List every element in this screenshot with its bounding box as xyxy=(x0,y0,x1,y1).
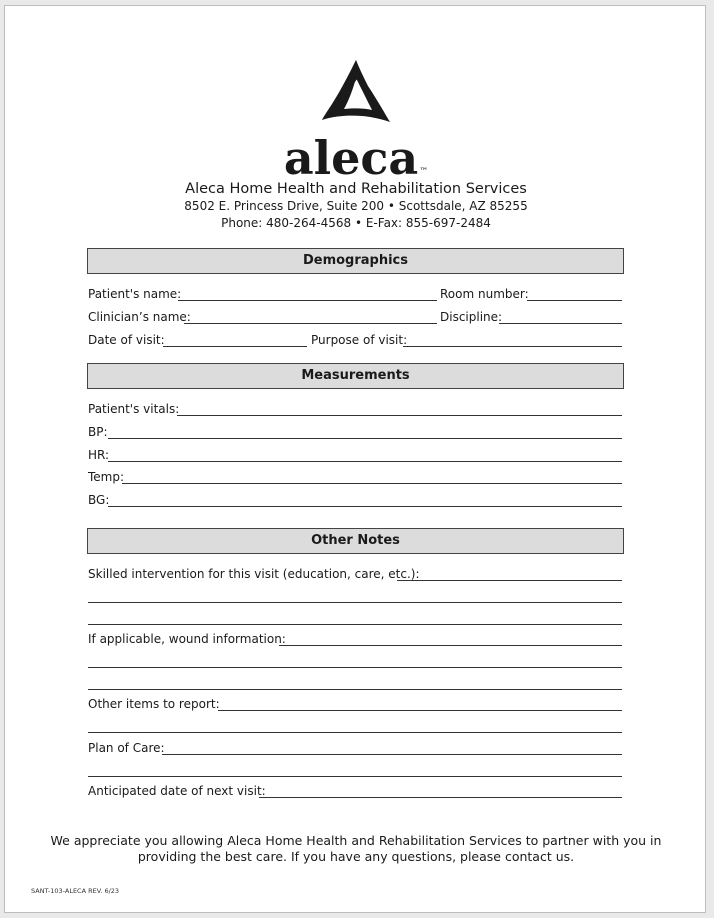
date-of-visit-label: Date of visit: xyxy=(88,333,165,347)
patient-name-field[interactable] xyxy=(178,300,437,301)
footer-line-1: We appreciate you allowing Aleca Home Health and Rehabilitation Services to partner with you in xyxy=(50,833,662,848)
bp-label: BP: xyxy=(88,425,108,439)
bg-field[interactable] xyxy=(108,506,622,507)
plan-of-care-label: Plan of Care: xyxy=(88,741,165,755)
other-items-label: Other items to report: xyxy=(88,697,220,711)
other-items-field-line-2[interactable] xyxy=(88,732,622,733)
temp-field[interactable] xyxy=(122,483,622,484)
skilled-intervention-field[interactable] xyxy=(397,580,622,581)
vitals-field[interactable] xyxy=(177,415,622,416)
room-number-field[interactable] xyxy=(527,300,622,301)
triangle-swirl-logo-icon xyxy=(320,58,392,124)
trademark-symbol: ™ xyxy=(419,167,429,177)
vitals-label: Patient's vitals: xyxy=(88,402,180,416)
contact-line: Phone: 480-264-4568 • E-Fax: 855-697-2484 xyxy=(221,216,491,230)
skilled-intervention-field-line-2[interactable] xyxy=(88,602,622,603)
purpose-of-visit-field[interactable] xyxy=(403,346,622,347)
footer-message xyxy=(45,833,667,865)
discipline-field[interactable] xyxy=(499,323,622,324)
skilled-intervention-field-line-3[interactable] xyxy=(88,624,622,625)
temp-label: Temp: xyxy=(88,470,125,484)
plan-of-care-field-line-2[interactable] xyxy=(88,776,622,777)
clinician-name-label: Clinician’s name: xyxy=(88,310,191,324)
wound-info-field-line-3[interactable] xyxy=(88,689,622,690)
wound-info-field-line-2[interactable] xyxy=(88,667,622,668)
discipline-label: Discipline: xyxy=(440,310,503,324)
section-other-notes: Other Notes xyxy=(87,528,624,554)
date-of-visit-field[interactable] xyxy=(163,346,307,347)
form-page xyxy=(4,5,706,913)
footer-line-2: providing the best care. If you have any questions, please contact us. xyxy=(137,849,575,864)
bg-label: BG: xyxy=(88,493,110,507)
wound-info-label: If applicable, wound information: xyxy=(88,632,286,646)
next-visit-field[interactable] xyxy=(259,797,622,798)
clinician-name-field[interactable] xyxy=(184,323,437,324)
wound-info-field[interactable] xyxy=(279,645,622,646)
organization-name: Aleca Home Health and Rehabilitation Services xyxy=(185,181,527,197)
hr-label: HR: xyxy=(88,448,110,462)
purpose-of-visit-label: Purpose of visit: xyxy=(311,333,408,347)
patient-name-label: Patient's name: xyxy=(88,287,182,301)
section-demographics: Demographics xyxy=(87,248,624,274)
brand-wordmark: aleca™ xyxy=(283,131,429,185)
bp-field[interactable] xyxy=(108,438,622,439)
skilled-intervention-label: Skilled intervention for this visit (education, care, etc.): xyxy=(88,567,420,581)
hr-field[interactable] xyxy=(108,461,622,462)
plan-of-care-field[interactable] xyxy=(162,754,622,755)
next-visit-label: Anticipated date of next visit: xyxy=(88,784,266,798)
address-line: 8502 E. Princess Drive, Suite 200 • Scottsdale, AZ 85255 xyxy=(184,199,528,213)
form-code: SANT-103-ALECA REV. 6/23 xyxy=(31,887,120,895)
section-measurements: Measurements xyxy=(87,363,624,389)
other-items-field[interactable] xyxy=(218,710,622,711)
room-number-label: Room number: xyxy=(440,287,529,301)
